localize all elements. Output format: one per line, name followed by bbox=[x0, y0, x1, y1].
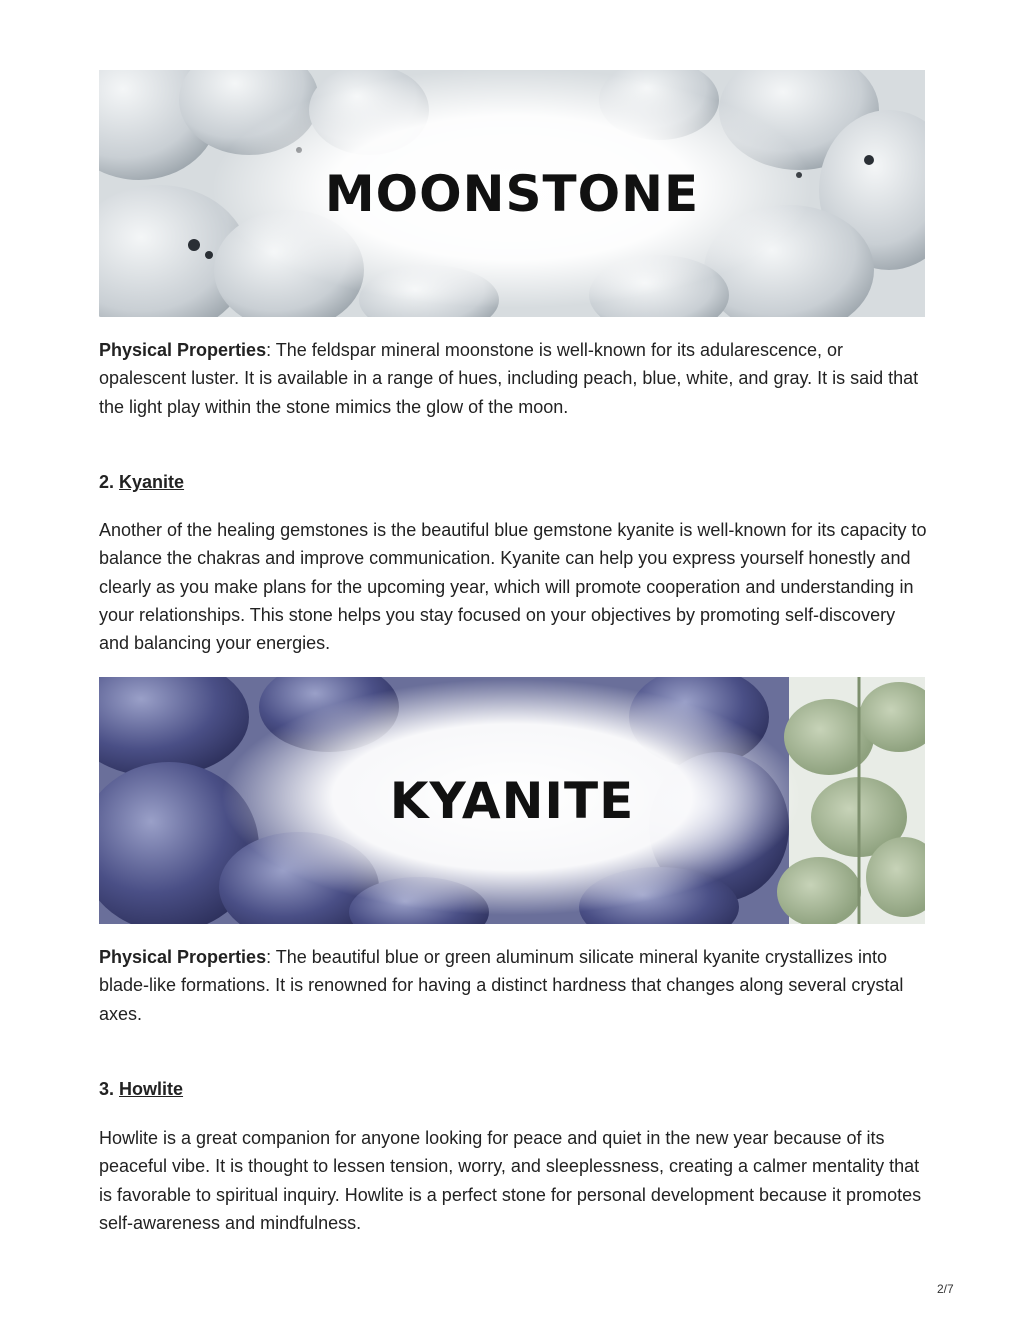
moonstone-properties-text: : The feldspar mineral moonstone is well-known for its adularescence, or opalescent luster. It is available in a range of hues, including peach, blue, white, and gray. It is said that the light play within the stone mimics the glow of the moon. bbox=[99, 340, 919, 417]
howlite-intro-paragraph: Howlite is a great companion for anyone looking for peace and quiet in the new year because of its peaceful vibe. It is thought to lessen tension, worry, and sleeplessness, creating a calmer mentality that is favorable to spiritual inquiry. Howlite is a perfect stone for personal development because it promotes self-awareness and mindfulness. bbox=[99, 1128, 922, 1233]
moonstone-properties-label: Physical Properties bbox=[99, 340, 267, 360]
kyanite-heading bbox=[99, 468, 184, 496]
howlite-heading bbox=[99, 1075, 183, 1103]
kyanite-link[interactable]: Kyanite bbox=[119, 472, 185, 492]
howlite-heading-number: 3. bbox=[99, 1079, 115, 1099]
kyanite-properties-label: Physical Properties bbox=[99, 947, 267, 967]
kyanite-properties-paragraph bbox=[99, 943, 929, 1028]
moonstone-properties-paragraph bbox=[99, 336, 929, 421]
kyanite-heading-number: 2. bbox=[99, 472, 115, 492]
howlite-link[interactable]: Howlite bbox=[119, 1079, 184, 1099]
kyanite-banner-image bbox=[99, 677, 925, 924]
moonstone-banner-image bbox=[99, 70, 925, 317]
page-number: 2/7 bbox=[937, 1282, 954, 1296]
kyanite-banner-title: KYANITE bbox=[389, 771, 635, 830]
kyanite-properties-text: : The beautiful blue or green aluminum silicate mineral kyanite crystallizes into blade-like formations. It is renowned for having a distinct hardness that changes along several crystal axes. bbox=[99, 947, 904, 1024]
kyanite-intro-paragraph: Another of the healing gemstones is the beautiful blue gemstone kyanite is well-known for its capacity to balance the chakras and improve communication. Kyanite can help you express yourself honestly and clearly as you make plans for the upcoming year, which will promote cooperation and understanding in your relationships. This stone helps you stay focused on your objectives by promoting self-discovery and balancing your energies. bbox=[99, 520, 927, 654]
moonstone-banner-title: MOONSTONE bbox=[324, 164, 700, 223]
